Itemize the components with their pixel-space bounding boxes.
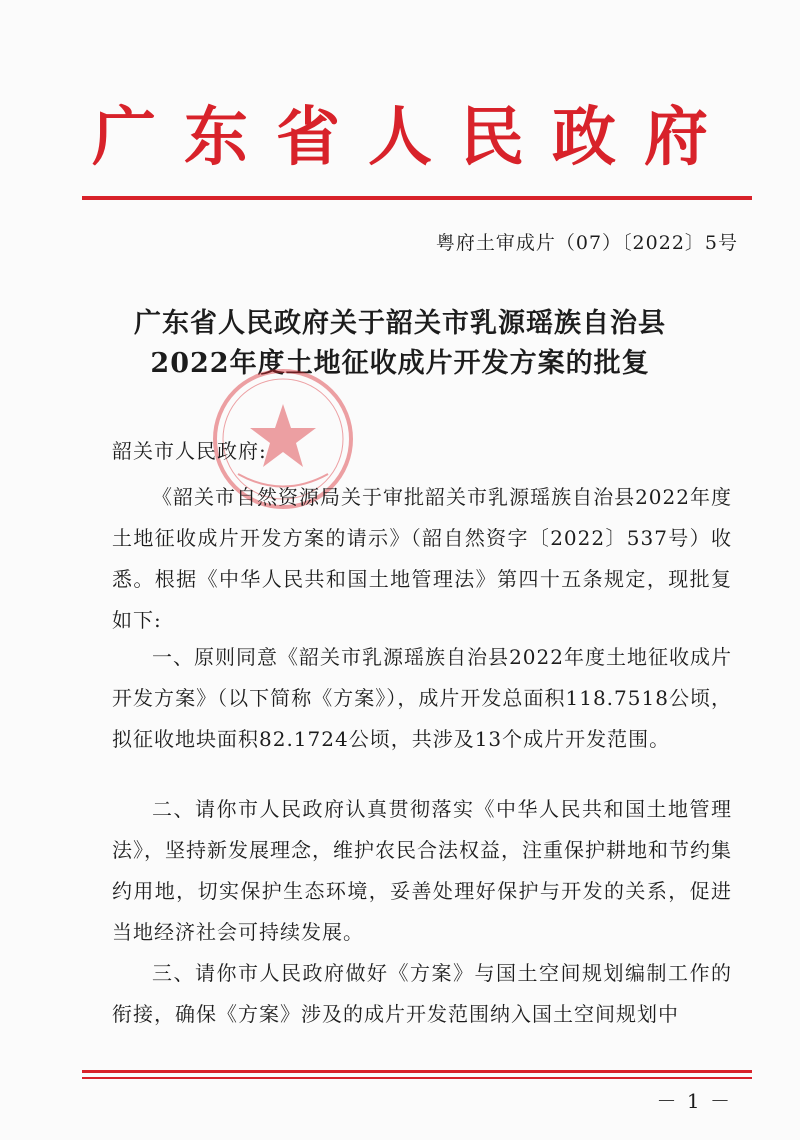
header-red-divider	[82, 196, 752, 200]
footer-red-divider-thin	[82, 1077, 752, 1079]
page-number: － 1 －	[656, 1089, 732, 1113]
paragraph-item-two: 二、请你市人民政府认真贯彻落实《中华人民共和国土地管理法》，坚持新发展理念，维护农民合法权益，注重保护耕地和节约集约用地，切实保护生态环境，妥善处理好保护与开发的关系，促进当地经济社会可持续发展。	[112, 797, 732, 944]
document-title-line-2: 2022年度土地征收成片开发方案的批复	[150, 348, 650, 379]
document-title-line-1: 广东省人民政府关于韶关市乳源瑶族自治县	[134, 308, 666, 339]
paragraph-request-acknowledgement: 《韶关市自然资源局关于审批韶关市乳源瑶族自治县2022年度土地征收成片开发方案的请示》（韶自然资字〔2022〕537号）收悉。根据《中华人民共和国土地管理法》第四十五条规定，现批复如下:	[112, 485, 732, 632]
paragraph-item-three: 三、请你市人民政府做好《方案》与国土空间规划编制工作的衔接，确保《方案》涉及的成片开发范围纳入国土空间规划中	[112, 961, 732, 1026]
issuer-header-title: 广东省人民政府	[92, 100, 736, 175]
salutation: 韶关市人民政府:	[112, 439, 267, 463]
document-number: 粤府土审成片（07）〔2022〕5号	[435, 232, 738, 254]
footer-red-divider-thick	[82, 1070, 752, 1073]
paragraph-item-one: 一、原则同意《韶关市乳源瑶族自治县2022年度土地征收成片开发方案》（以下简称《方案》），成片开发总面积118.7518公顷，拟征收地块面积82.1724公顷，共涉及13个成片开发范围。	[112, 645, 732, 751]
